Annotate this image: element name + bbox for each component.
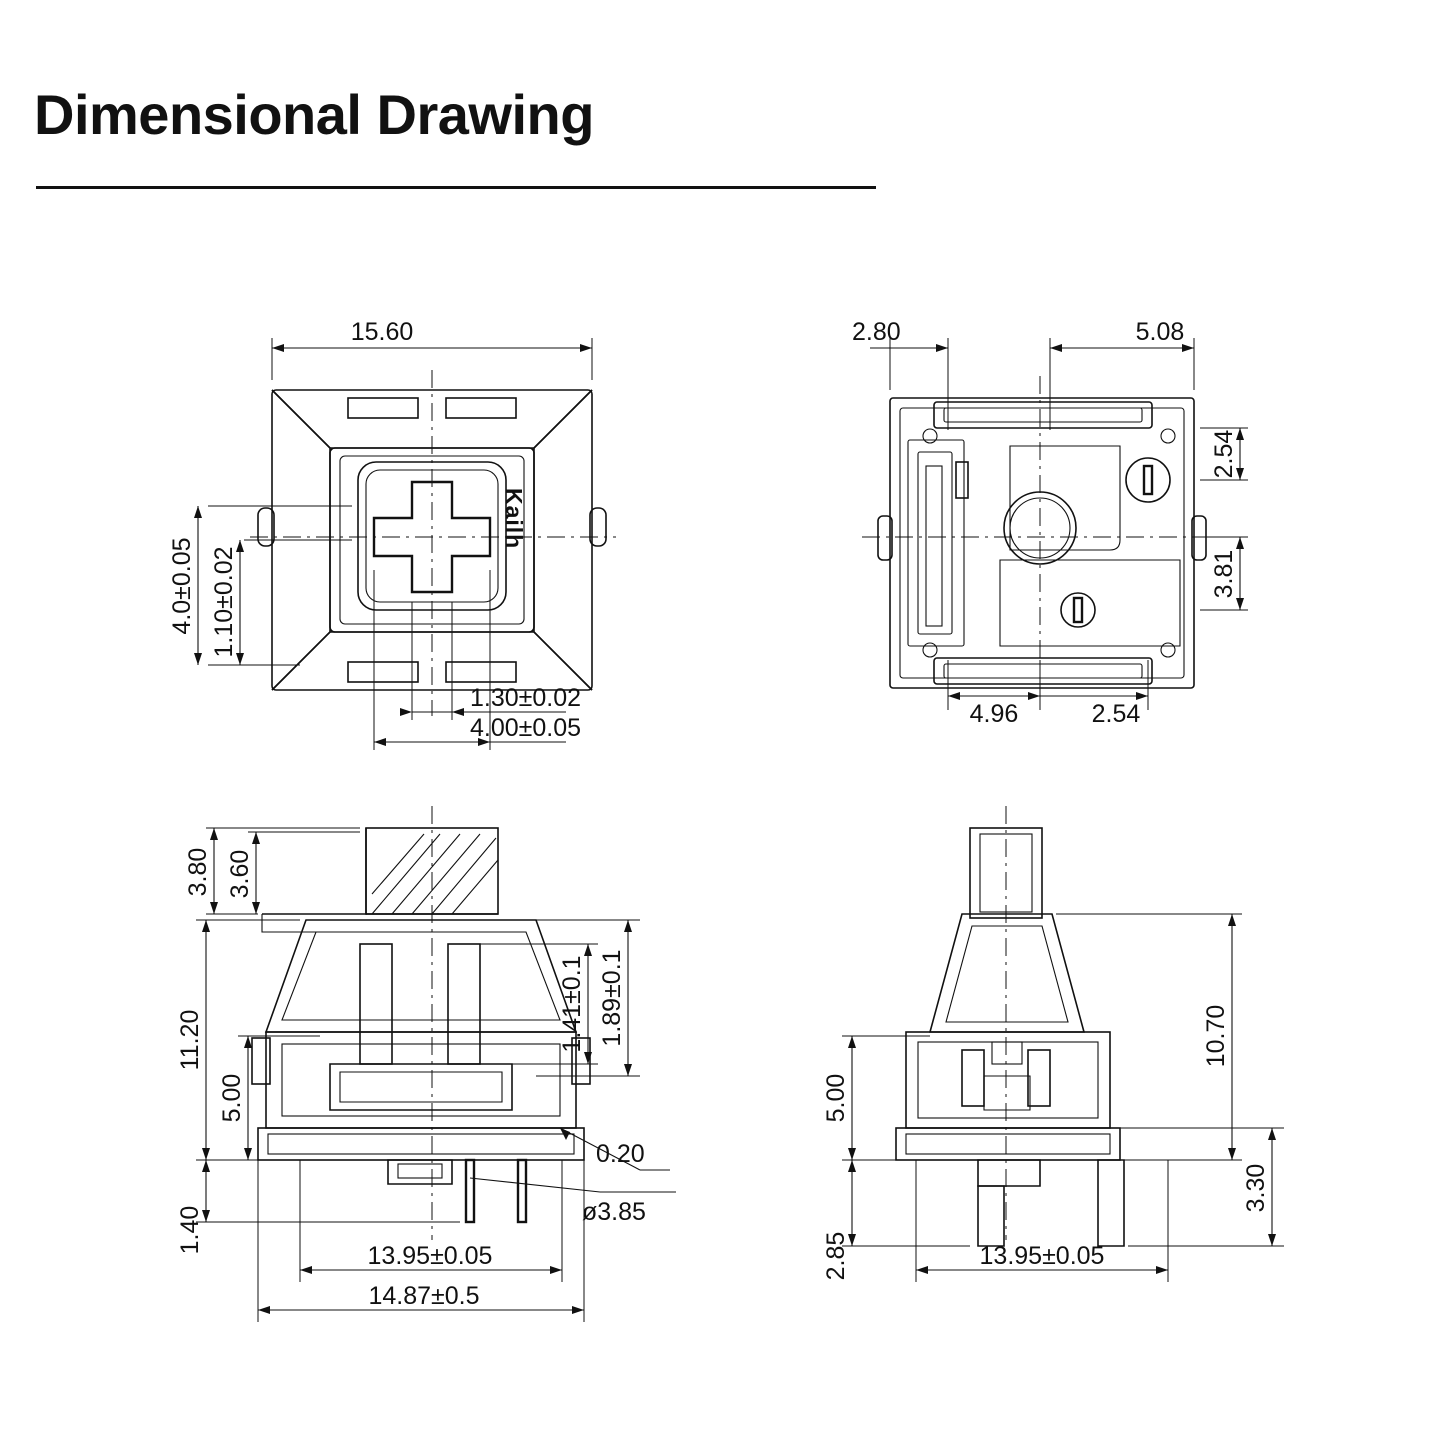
dim-side-leg-b: 1.89±0.1 [598, 949, 626, 1047]
front-view-group [822, 806, 1284, 1282]
dim-side-pin-diameter: ø3.85 [582, 1198, 646, 1226]
dim-side-base-height: 5.00 [218, 1073, 246, 1123]
dim-bottom-pin-span: 5.08 [1135, 318, 1185, 346]
top-view-group [168, 318, 616, 750]
dim-top-left-inner: 1.10±0.02 [210, 546, 238, 658]
dim-front-pin-length: 2.85 [822, 1231, 850, 1281]
dim-stem-width: 1.30±0.02 [470, 684, 582, 712]
dim-side-stem-inner: 3.60 [226, 849, 254, 899]
brand-label: Kailh [501, 488, 527, 550]
dim-bottom-right-upper: 2.54 [1210, 429, 1238, 479]
drawing-canvas [0, 230, 1445, 1445]
dim-front-base-width: 13.95±0.05 [979, 1242, 1105, 1270]
dim-bottom-right-lower: 3.81 [1210, 549, 1238, 599]
dim-top-width: 15.60 [350, 318, 414, 346]
side-view-group [176, 806, 676, 1322]
dim-side-body-height: 11.20 [176, 1009, 204, 1071]
page-title: Dimensional Drawing [34, 83, 594, 146]
dim-front-base-height-left: 5.00 [822, 1073, 850, 1123]
bottom-view-group [852, 318, 1248, 728]
dim-side-stem-top: 3.80 [184, 847, 212, 897]
dim-top-left-outer: 4.0±0.05 [168, 537, 196, 635]
dim-front-body-height: 10.70 [1202, 1004, 1230, 1068]
dim-bottom-right-pitch: 2.54 [1091, 700, 1141, 728]
title-underline [36, 186, 876, 189]
dim-stem-span: 4.00±0.05 [470, 714, 582, 742]
dim-side-pin-length: 1.40 [176, 1205, 204, 1255]
dim-side-leg-a: 1.41±0.1 [558, 955, 586, 1053]
dim-bottom-left-pitch: 4.96 [969, 700, 1019, 728]
dim-side-base-width-outer: 14.87±0.5 [368, 1282, 480, 1310]
dim-side-base-width-inner: 13.95±0.05 [367, 1242, 493, 1270]
dim-bottom-left-offset: 2.80 [852, 318, 901, 346]
dim-front-base-height-right: 3.30 [1242, 1163, 1270, 1213]
dim-side-pin-thickness: 0.20 [596, 1140, 645, 1168]
